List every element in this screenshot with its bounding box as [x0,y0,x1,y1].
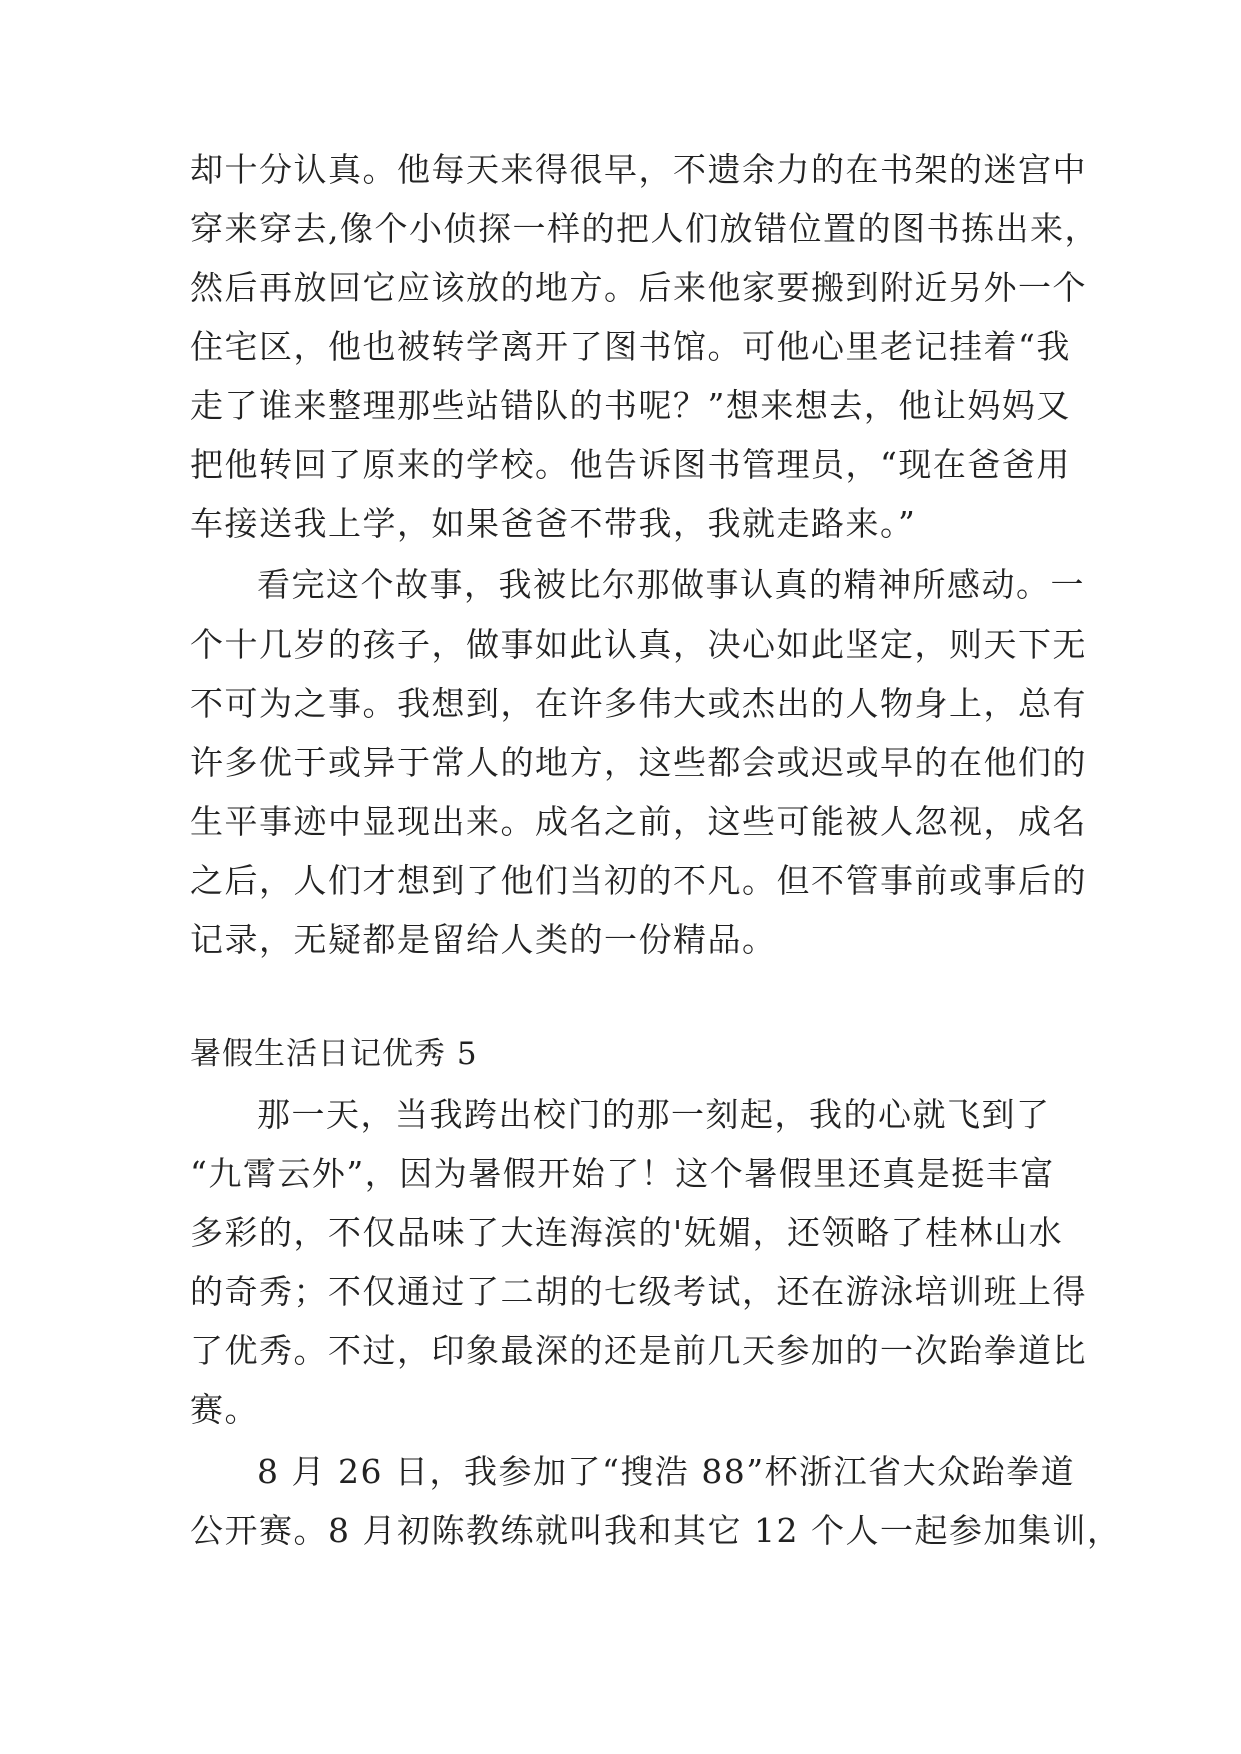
paragraph-line: 然后再放回它应该放的地方。后来他家要搬到附近另外一个 [190,268,1087,307]
section-title: 暑假生活日记优秀 5 [190,1036,478,1072]
paragraph-line: 走了谁来整理那些站错队的书呢？”想来想去，他让妈妈又 [190,386,1071,425]
paragraph-line: 之后，人们才想到了他们当初的不凡。但不管事前或事后的 [190,861,1087,900]
paragraph-line: 把他转回了原来的学校。他告诉图书管理员，“现在爸爸用 [190,445,1071,484]
paragraph-line: 了优秀。不过，印象最深的还是前几天参加的一次跆拳道比 [190,1331,1087,1370]
paragraph-line: 却十分认真。他每天来得很早，不遗余力的在书架的迷宫中 [190,150,1087,189]
paragraph-line: 不可为之事。我想到，在许多伟大或杰出的人物身上，总有 [190,684,1087,723]
paragraph-line: “九霄云外”，因为暑假开始了！这个暑假里还真是挺丰富 [190,1154,1055,1193]
paragraph-line: 车接送我上学，如果爸爸不带我，我就走路来。” [190,504,917,543]
paragraph-line: 8 月 26 日，我参加了“搜浩 88”杯浙江省大众跆拳道 [257,1452,1076,1491]
paragraph-line: 住宅区，他也被转学离开了图书馆。可他心里老记挂着“我 [190,327,1071,366]
paragraph-line: 看完这个故事，我被比尔那做事认真的精神所感动。一 [257,565,1085,604]
paragraph-line: 记录，无疑都是留给人类的一份精品。 [190,920,777,959]
paragraph-line: 多彩的，不仅品味了大连海滨的'妩媚，还领略了桂林山水 [190,1213,1064,1252]
paragraph-line: 许多优于或异于常人的地方，这些都会或迟或早的在他们的 [190,743,1087,782]
paragraph-line: 那一天，当我跨出校门的那一刻起，我的心就飞到了 [257,1095,1051,1134]
paragraph-line: 穿来穿去,像个小侦探一样的把人们放错位置的图书拣出来， [190,209,1099,248]
paragraph-line: 赛。 [190,1390,259,1429]
paragraph-line: 生平事迹中显现出来。成名之前，这些可能被人忽视，成名 [190,802,1087,841]
paragraph-line: 个十几岁的孩子，做事如此认真，决心如此坚定，则天下无 [190,625,1087,664]
paragraph-line: 的奇秀；不仅通过了二胡的七级考试，还在游泳培训班上得 [190,1272,1087,1311]
paragraph-line: 公开赛。8 月初陈教练就叫我和其它 12 个人一起参加集训， [190,1511,1122,1550]
